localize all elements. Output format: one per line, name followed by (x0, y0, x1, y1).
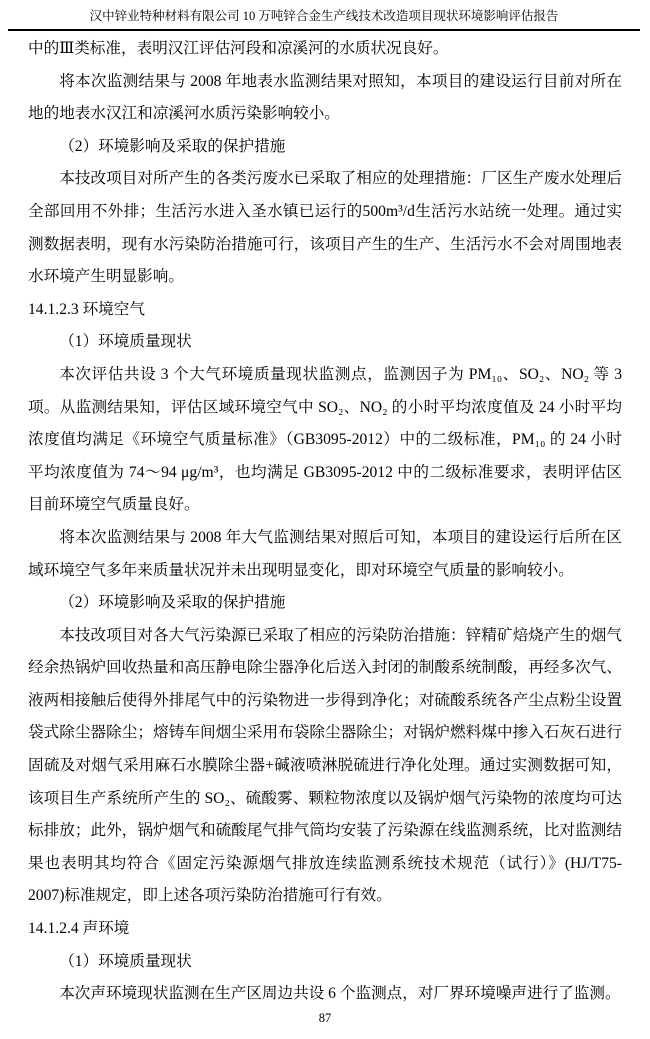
paragraph: 将本次监测结果与 2008 年大气监测结果对照后可知，本项目的建设运行后所在区域环境空气多年来质量状况并未出现明显变化，即对环境空气质量的影响较小。 (28, 528, 622, 579)
paragraph: 本次声环境现状监测在生产区周边共设 6 个监测点，对厂界环境噪声进行了监测。 (59, 985, 621, 1003)
page-number: 87 (318, 1011, 332, 1025)
list-item-label: （2）环境影响及采取的保护措施 (59, 137, 286, 155)
paragraph: 本技改项目对所产生的各类污废水已采取了相应的处理措施：厂区生产废水处理后全部回用不外排；生活污水进入圣水镇已运行的500m³/d生活污水站统一处理。通过实测数据表明，现有水污染防治措施可行，该项目产生的生产、生活污水不会对周围地表水环境产生明显影响。 (28, 170, 622, 286)
paragraph: 本技改项目对各大气污染源已采取了相应的污染防治措施：锌精矿焙烧产生的烟气经余热锅炉回收热量和高压静电除尘器净化后送入封闭的制酸系统制酸，再经多次气、液两相接触后使得外排尾气中的污染物进一步得到净化；对硫酸系统各产尘点粉尘设置袋式除尘器除尘；熔铸车间烟尘采用布袋除尘器除尘；对锅炉燃料煤中掺入石灰石进行固硫及对烟气采用麻石水膜除尘器+碱液喷淋脱硫进行净化处理。通过实测数据可知，该项目生产系统所产生的 SO₂、硫酸雾、颗粒物浓度以及锅炉烟气污染物的浓度均可达标排放；此外，锅炉烟气和硫酸尾气排气筒均安装了污染源在线监测系统，比对监测结果也表明其均符合《固定污染源烟气排放连续监测系统技术规范（试行）》(HJ/T75-2007)标准规定，即上述各项污染防治措施可行有效。 (28, 626, 622, 905)
list-item-label: （1）环境质量现状 (59, 333, 192, 351)
list-item-label: （1）环境质量现状 (59, 952, 192, 970)
report-header-title: 汉中锌业特种材料有限公司 10 万吨锌合金生产线技术改造项目现状环境影响评估报告 (89, 9, 559, 23)
paragraph: 本次评估共设 3 个大气环境质量现状监测点，监测因子为 PM₁₀、SO₂、NO₂ 等 3 项。从监测结果知，评估区域环境空气中 SO₂、NO₂ 的小时平均浓度值及 24 小时平均浓度值均满足《环境空气质量标准》（GB3095-2012）中的二级标准，PM₁₀ 的 24 小时平均浓度值为 74～94 μg/m³，也均满足 GB3095-2012 中的二级标准要求，表明评估区目前环境空气质量良好。 (28, 365, 622, 514)
page-body (28, 33, 622, 1011)
section-heading: 14.1.2.3 环境空气 (28, 300, 145, 318)
page-header (8, 0, 640, 31)
list-item-label: （2）环境影响及采取的保护措施 (59, 594, 286, 612)
paragraph: 将本次监测结果与 2008 年地表水监测结果对照知，本项目的建设运行目前对所在地的地表水汉江和凉溪河水质污染影响较小。 (28, 72, 622, 123)
section-heading: 14.1.2.4 声环境 (28, 920, 130, 938)
paragraph-continuation: 中的Ⅲ类标准，表明汉江评估河段和凉溪河的水质状况良好。 (28, 40, 449, 57)
